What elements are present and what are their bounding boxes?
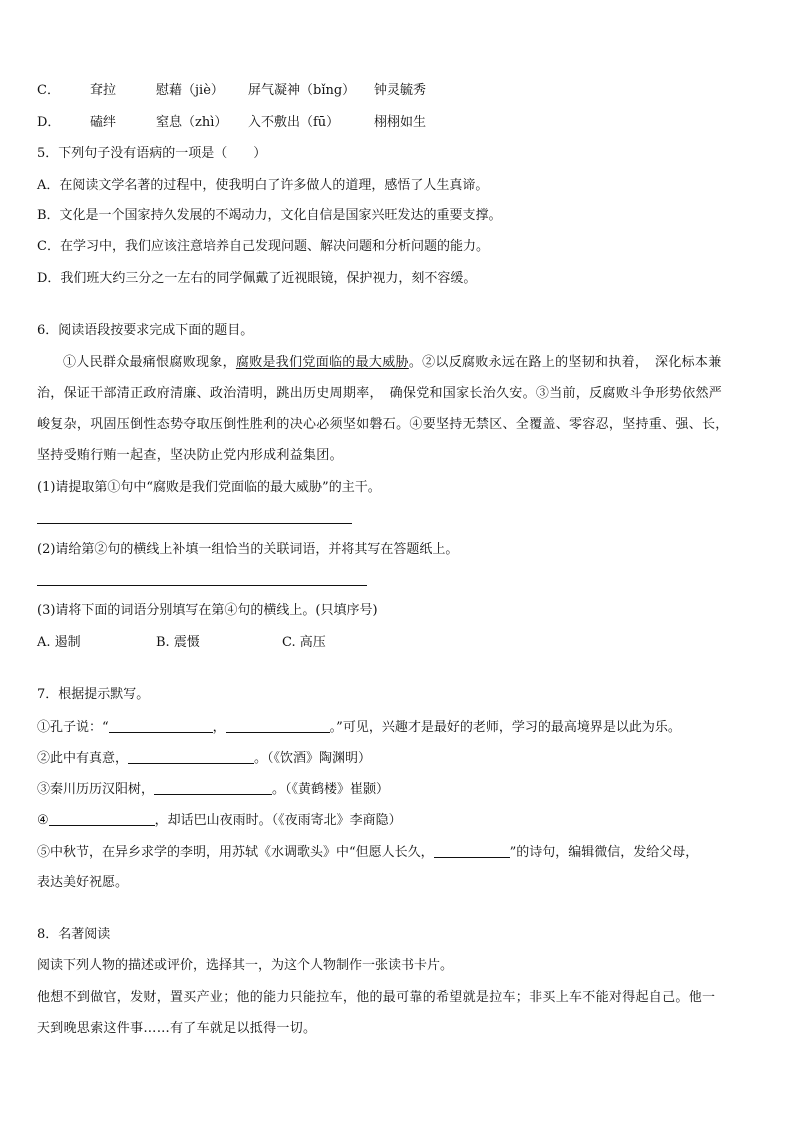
q4-d-label: D．: [37, 115, 61, 130]
q6-p1-a: ①人民群众最痛恨腐败现象，: [63, 355, 236, 370]
q4-d-word-2: 窒息（zhì）: [156, 115, 228, 130]
q5-stem: 5．下列句子没有语病的一项是（ ）: [37, 146, 267, 161]
q7-item-3-b: 。（《黄鹤楼》崔颢）: [272, 782, 390, 797]
q6-sub3-options: [37, 634, 326, 652]
q6-passage-line-2: 治，保证干部清正政府清廉、政治清明，跳出历史周期率， 确保党和国家长治久安。③当前，反腐败斗争形势依然严: [37, 386, 723, 401]
q4-c-word-4: 钟灵毓秀: [374, 83, 427, 98]
q5-option-a: A．在阅读文学名著的过程中，使我明白了许多做人的道理，感悟了人生真谛。: [37, 178, 489, 193]
q4-d-word-3: 入不敷出（fū）: [248, 115, 340, 130]
q7-item-4: [37, 811, 402, 830]
q7-stem: 7．根据提示默写。: [37, 687, 150, 702]
q4-c-word-3: 屏气凝神（bǐng）: [248, 83, 356, 98]
q7-item-5-a: ⑤中秋节，在异乡求学的李明，用苏轼《水调歌头》中“但愿人长久，: [37, 845, 434, 860]
q6-passage-line-1: [37, 354, 722, 372]
q4-c-word-1: 耷拉: [90, 83, 117, 98]
q7-blank-6[interactable]: [434, 843, 510, 858]
q4-d-word-4: 栩栩如生: [374, 115, 427, 130]
q7-item-1-a: ①孔子说：“: [37, 720, 109, 735]
q5-option-b: B．文化是一个国家持久发展的不竭动力，文化自信是国家兴旺发达的重要支撑。: [37, 208, 502, 223]
q4-c-label: C．: [37, 83, 60, 98]
q6-sub3-option-c: C. 高压: [282, 635, 326, 650]
q7-blank-2[interactable]: [226, 718, 330, 733]
q4-c-word-2: 慰藉（jiè）: [156, 83, 224, 98]
q7-item-3: [37, 780, 389, 799]
q6-p1-b: 。②以反腐败永远在路上的坚韧和执着， 深化标本兼: [408, 355, 722, 370]
q6-p1-underlined: 腐败是我们党面临的最大威胁: [235, 355, 409, 370]
q7-blank-3[interactable]: [128, 749, 254, 764]
q7-item-5: [37, 843, 698, 862]
q5-option-c: C．在学习中，我们应该注意培养自己发现问题、解决问题和分析问题的能力。: [37, 239, 489, 254]
q6-sub3-option-b: B. 震慑: [156, 635, 200, 650]
q6-sub3-option-a: A. 遏制: [37, 635, 81, 650]
q8-stem: 8．名著阅读: [37, 927, 111, 942]
q7-item-1: [37, 718, 681, 737]
q6-stem: 6．阅读语段按要求完成下面的题目。: [37, 323, 254, 338]
q7-blank-5[interactable]: [49, 811, 155, 826]
q4-d-word-1: 磕绊: [90, 115, 117, 130]
q7-item-2-a: ②此中有真意，: [37, 751, 129, 766]
q7-item-2-b: 。（《饮酒》陶渊明）: [254, 751, 372, 766]
q6-sub2: (2)请给第②句的横线上补填一组恰当的关联词语，并将其写在答题纸上。: [37, 542, 459, 557]
q7-item-5-b: ”的诗句，编辑微信，发给父母，: [509, 845, 699, 860]
q6-sub1-answer-line[interactable]: [37, 523, 352, 524]
q6-passage-line-4: 坚持受贿行贿一起查，坚决防止党内形成利益集团。: [37, 448, 343, 463]
q7-item-3-a: ③秦川历历汉阳树，: [37, 782, 155, 797]
q7-blank-4[interactable]: [154, 780, 272, 795]
q8-excerpt-line-2: 天到晚思索这件事……有了车就足以抵得一切。: [37, 1021, 317, 1036]
q7-item-1-b: ，: [212, 720, 226, 735]
q7-item-5-cont: 表达美好祝愿。: [37, 875, 129, 890]
q7-item-1-c: 。”可见，兴趣才是最好的老师，学习的最高境界是以此为乐。: [329, 720, 681, 735]
q7-item-2: [37, 749, 371, 768]
q6-sub1: (1)请提取第①句中“腐败是我们党面临的最大威胁”的主干。: [37, 480, 381, 495]
q5-option-d: D．我们班大约三分之一左右的同学佩戴了近视眼镜，保护视力，刻不容缓。: [37, 271, 477, 286]
q6-passage-line-3: 峻复杂，巩固压倒性态势夺取压倒性胜利的决心必须坚如磐石。④要坚持无禁区、全覆盖、零容忍，坚持重、强、长，: [37, 417, 729, 432]
q7-blank-1[interactable]: [109, 718, 213, 733]
q6-sub2-answer-line[interactable]: [37, 585, 367, 586]
q7-item-4-b: ，却话巴山夜雨时。（《夜雨寄北》李商隐）: [154, 813, 402, 828]
q7-item-4-a: ④: [37, 813, 49, 828]
q6-sub3: (3)请将下面的词语分别填写在第④句的横线上。(只填序号): [37, 603, 378, 618]
q8-excerpt-line-1: 他想不到做官，发财，置买产业；他的能力只能拉车，他的最可靠的希望就是拉车；非买上车不能对得起自己。他一: [37, 990, 716, 1005]
q4-option-c: [37, 82, 426, 100]
q8-instruction: 阅读下列人物的描述或评价，选择其一，为这个人物制作一张读书卡片。: [37, 958, 454, 973]
q4-option-d: [37, 114, 426, 132]
